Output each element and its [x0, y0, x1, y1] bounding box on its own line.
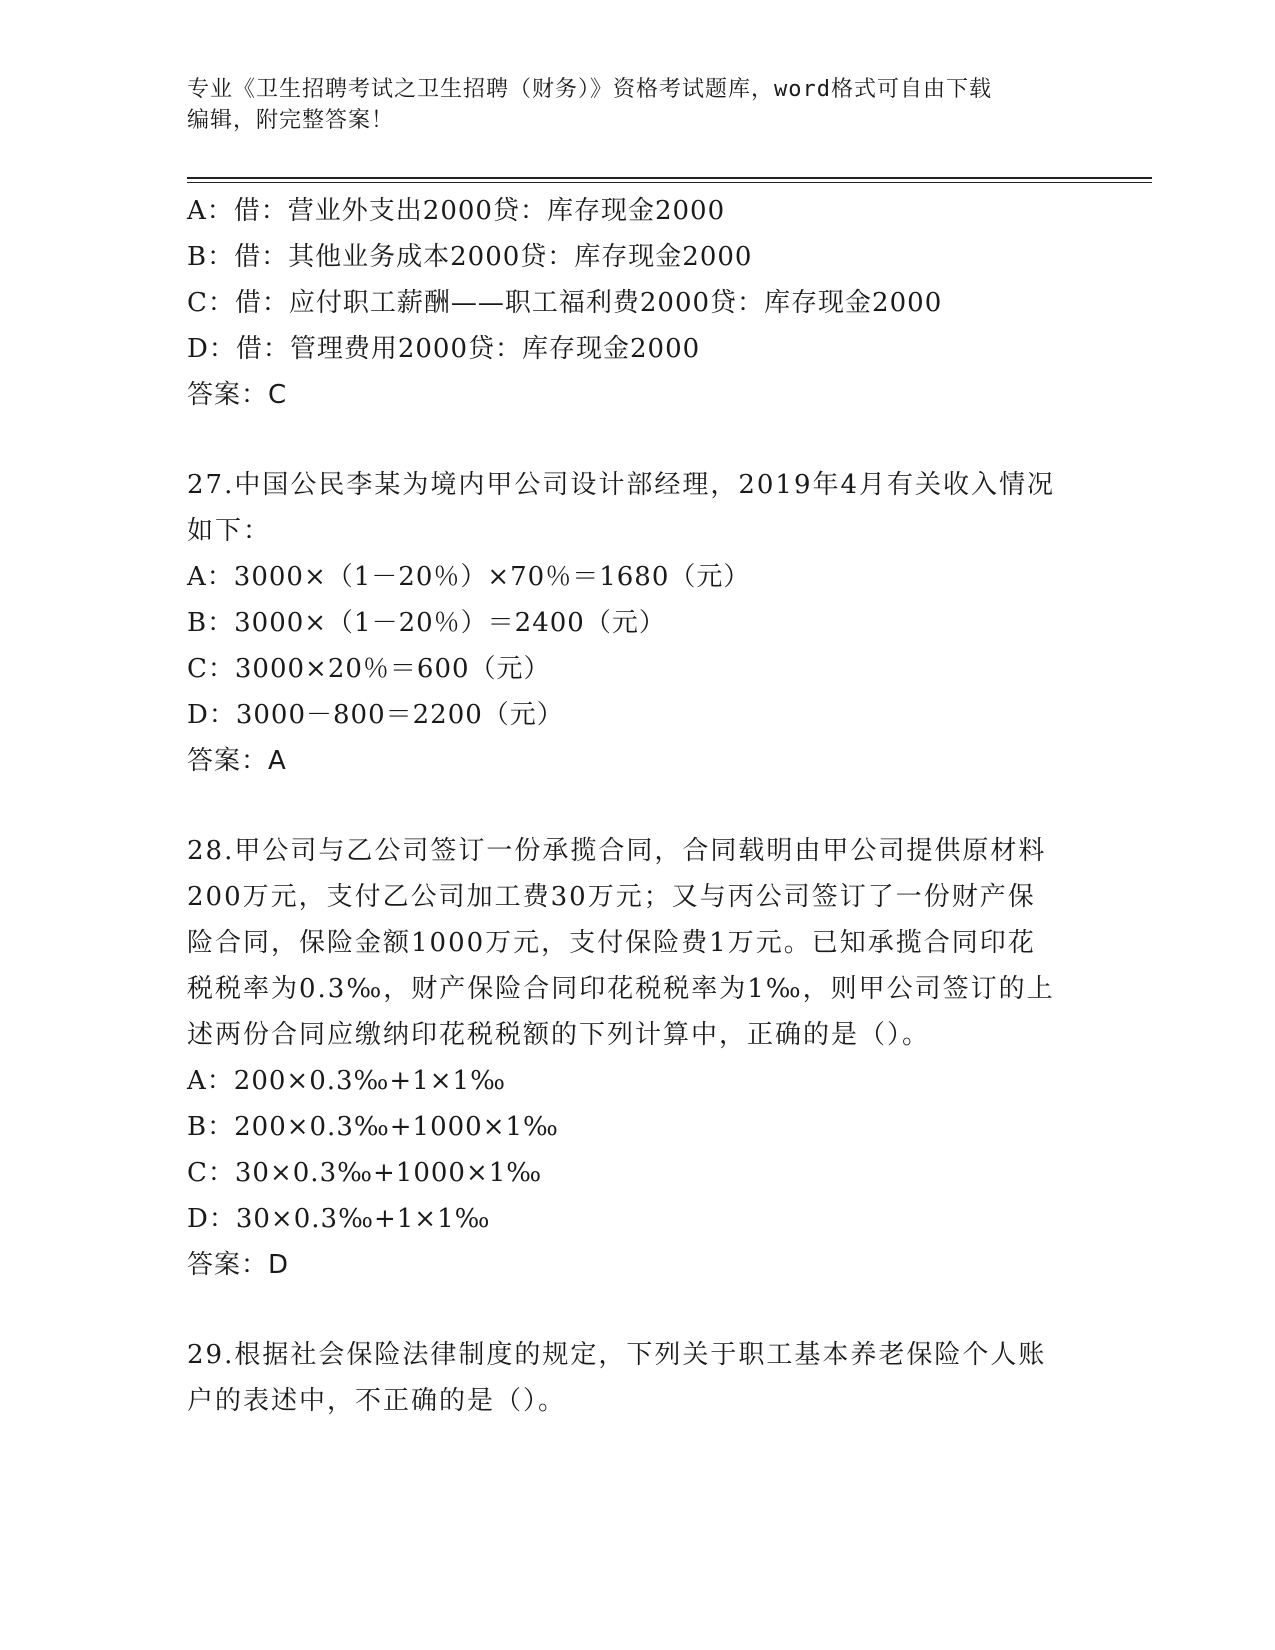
question-text-line: 29.根据社会保险法律制度的规定，下列关于职工基本养老保险个人账: [187, 1340, 1047, 1370]
header-divider-thick: [187, 177, 1152, 179]
option-b: B：3000×（1－20％）＝2400（元）: [187, 608, 666, 638]
option-a: A：3000×（1－20％）×70％＝1680（元）: [187, 562, 751, 592]
answer-28: 答案：D: [187, 1250, 290, 1280]
option-b: B：借：其他业务成本2000贷：库存现金2000: [187, 242, 753, 272]
answer-26: 答案：C: [187, 380, 288, 410]
answer-27: 答案：A: [187, 746, 287, 776]
question-28-text: [187, 828, 1087, 1058]
option-d: D：3000－800＝2200（元）: [187, 700, 564, 730]
question-text-line: 如下：: [187, 516, 272, 546]
option-d: D：借：管理费用2000贷：库存现金2000: [187, 334, 701, 364]
option-c: C：3000×20％＝600（元）: [187, 654, 551, 684]
question-29-text: [187, 1332, 1087, 1424]
question-content: [187, 188, 1087, 1424]
option-c: C：借：应付职工薪酬——职工福利费2000贷：库存现金2000: [187, 288, 943, 318]
header-divider-thin: [187, 182, 1152, 183]
question-26-options: [187, 188, 1087, 418]
header-line-1: 专业《卫生招聘考试之卫生招聘（财务）》资格考试题库，word格式可自由下载: [187, 77, 992, 102]
question-text-line: 28.甲公司与乙公司签订一份承揽合同，合同载明由甲公司提供原材料: [187, 836, 1047, 866]
question-28: [187, 828, 1087, 1288]
option-c: C：30×0.3‰+1000×1‰: [187, 1158, 543, 1188]
question-text-line: 险合同，保险金额1000万元，支付保险费1万元。已知承揽合同印花: [187, 928, 1036, 958]
option-d: D：30×0.3‰+1×1‰: [187, 1204, 491, 1234]
question-27-text: [187, 462, 1087, 554]
header-line-2: 编辑，附完整答案！: [187, 108, 395, 133]
question-text-line: 200万元，支付乙公司加工费30万元；又与丙公司签订了一份财产保: [187, 882, 1036, 912]
option-a: A：借：营业外支出2000贷：库存现金2000: [187, 196, 726, 226]
question-text-line: 27.中国公民李某为境内甲公司设计部经理，2019年4月有关收入情况: [187, 470, 1056, 500]
question-27: [187, 462, 1087, 784]
document-header: [187, 74, 1077, 136]
question-29: [187, 1332, 1087, 1424]
option-a: A：200×0.3‰+1×1‰: [187, 1066, 506, 1096]
question-text-line: 述两份合同应缴纳印花税税额的下列计算中，正确的是（）。: [187, 1020, 931, 1050]
question-text-line: 税税率为0.3‰，财产保险合同印花税税率为1‰，则甲公司签订的上: [187, 974, 1055, 1004]
option-b: B：200×0.3‰+1000×1‰: [187, 1112, 559, 1142]
question-text-line: 户的表述中，不正确的是（）。: [187, 1386, 567, 1416]
